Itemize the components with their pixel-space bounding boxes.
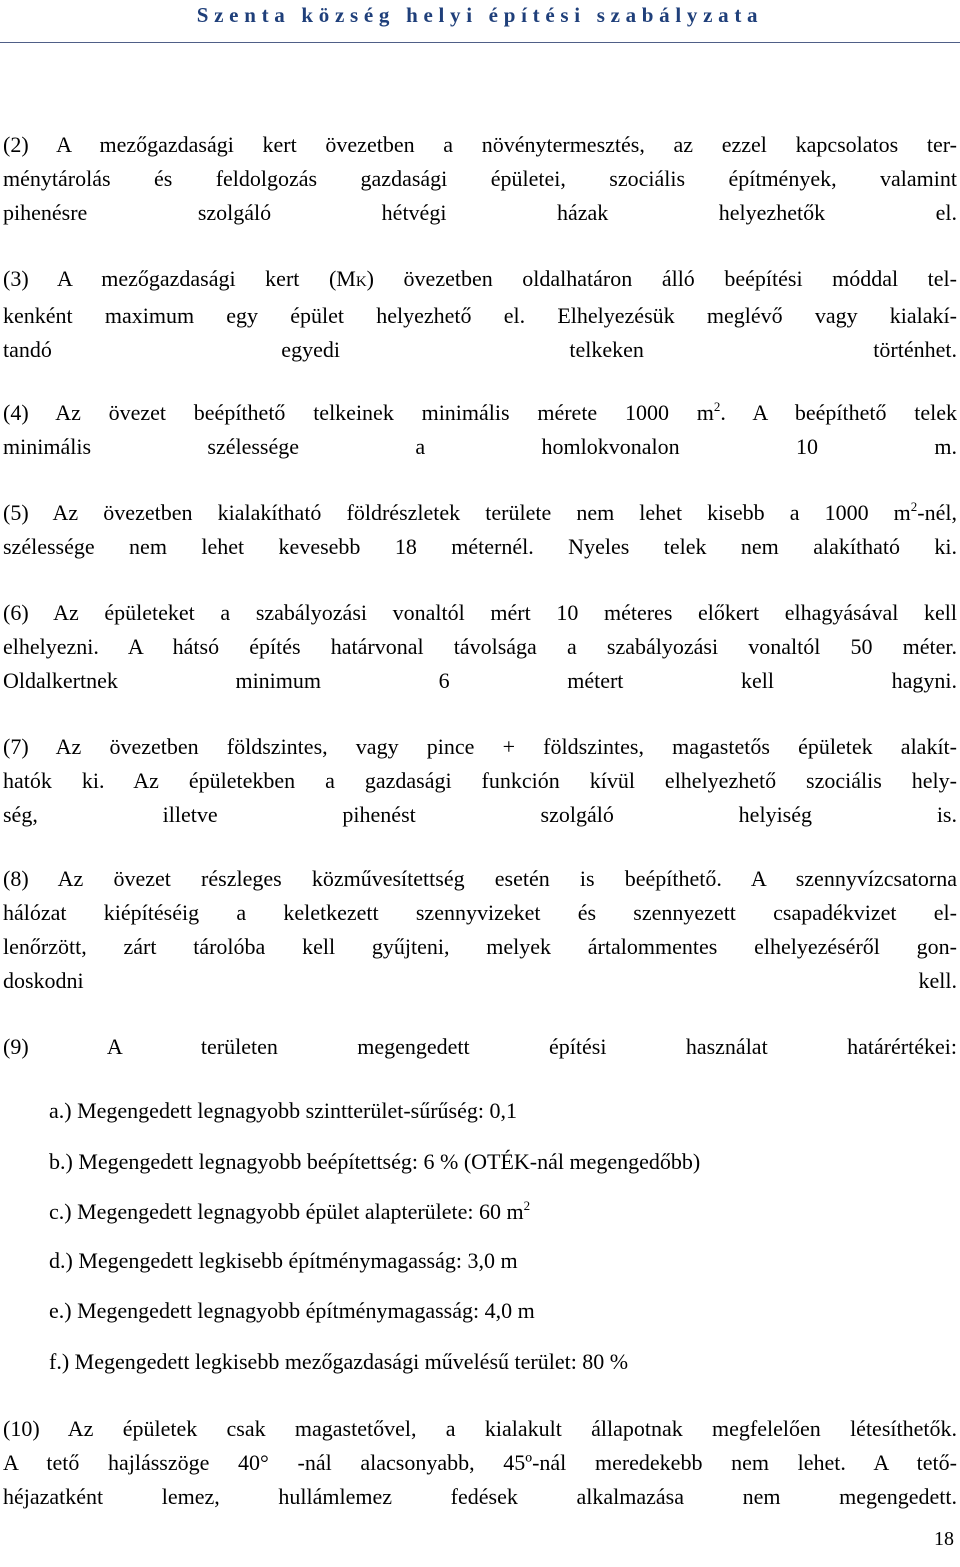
paragraph-line: (6) Az épületeket a szabályozási vonaltól mért 10 méteres előkert elhagyásával kell bbox=[3, 600, 957, 625]
paragraph-line: (10) Az épületek csak magastetővel, a kialakult állapotnak megfelelően létesíthetők. bbox=[3, 1416, 957, 1441]
paragraph-line: (2) A mezőgazdasági kert övezetben a növénytermesztés, az ezzel kapcsolatos ter- bbox=[3, 132, 957, 157]
paragraph-3 bbox=[3, 262, 957, 367]
paragraph-line: A tető hajlásszöge 40° -nál alacsonyabb, 45º-nál meredekebb nem lehet. A tető- bbox=[3, 1450, 957, 1475]
paragraph-line: héjazatként lemez, hullámlemez fedések alkalmazása nem megengedett. bbox=[3, 1484, 957, 1509]
limit-item-f: f.) Megengedett legkisebb mezőgazdasági művelésű terület: 80 % bbox=[49, 1349, 629, 1374]
subscript-k: K bbox=[355, 274, 367, 290]
header-title: Szenta község helyi építési szabályzata bbox=[196, 3, 764, 27]
paragraph-line: hálózat kiépítéséig a keletkezett szennyvizeket és szennyezett csapadékvizet el- bbox=[3, 900, 957, 925]
running-header bbox=[0, 0, 960, 42]
paragraph-line: pihenésre szolgáló hétvégi házak helyezhetők el. bbox=[3, 200, 957, 225]
paragraph-line: Oldalkertnek minimum 6 métert kell hagyni. bbox=[3, 668, 957, 693]
limit-item-e: e.) Megengedett legnagyobb építménymagasság: 4,0 m bbox=[49, 1298, 535, 1323]
paragraph-line: tandó egyedi telkeken történhet. bbox=[3, 337, 957, 362]
paragraph-line bbox=[3, 496, 957, 530]
header-divider bbox=[0, 42, 960, 43]
limit-item-b: b.) Megengedett legnagyobb beépítettség: 6 % (OTÉK-nál megengedőbb) bbox=[49, 1149, 701, 1174]
paragraph-4 bbox=[3, 396, 957, 464]
paragraph-line bbox=[3, 396, 957, 430]
limit-item-text: c.) Megengedett legnagyobb épület alapterülete: 60 m bbox=[49, 1199, 524, 1224]
paragraph-6 bbox=[3, 596, 957, 698]
paragraph-line: minimális szélessége a homlokvonalon 10 m. bbox=[3, 434, 957, 459]
paragraph-text: (5) Az övezetben kialakítható földrészletek területe nem lehet kisebb a 1000 m bbox=[3, 500, 911, 525]
paragraph-line: ménytárolás és feldolgozás gazdasági épületei, szociális építmények, valamint bbox=[3, 166, 957, 191]
paragraph-line: doskodni kell. bbox=[3, 968, 957, 993]
paragraph-line: ség, illetve pihenést szolgáló helyiség is. bbox=[3, 802, 957, 827]
superscript: 2 bbox=[713, 399, 721, 414]
paragraph-line: kenként maximum egy épület helyezhető el. Elhelyezésük meglévő vagy kialakí- bbox=[3, 303, 957, 328]
paragraph-line: hatók ki. Az épületekben a gazdasági funkción kívül elhelyezhető szociális hely- bbox=[3, 768, 957, 793]
limit-item-c bbox=[49, 1197, 530, 1227]
paragraph-line bbox=[3, 262, 957, 299]
limit-item-a: a.) Megengedett legnagyobb szintterület-sűrűség: 0,1 bbox=[49, 1098, 517, 1123]
paragraph-line: (7) Az övezetben földszintes, vagy pince + földszintes, magastetős épületek alakít- bbox=[3, 734, 957, 759]
paragraph-text: (4) Az övezet beépíthető telkeinek minimális mérete 1000 m bbox=[3, 400, 714, 425]
paragraph-line: (8) Az övezet részleges közművesítettség esetén is beépíthető. A szennyvízcsatorna bbox=[3, 866, 957, 891]
paragraph-line: elhelyezni. A hátsó építés határvonal távolsága a szabályozási vonaltól 50 méter. bbox=[3, 634, 957, 659]
paragraph-5 bbox=[3, 496, 957, 564]
paragraph-8 bbox=[3, 862, 957, 998]
page-number: 18 bbox=[934, 1528, 954, 1550]
paragraph-line: lenőrzött, zárt tárolóba kell gyűjteni, melyek ártalommentes elhelyezéséről gon- bbox=[3, 934, 957, 959]
superscript: 2 bbox=[910, 499, 918, 514]
paragraph-text: (3) A mezőgazdasági kert (M bbox=[3, 266, 356, 291]
paragraph-7 bbox=[3, 730, 957, 832]
paragraph-line: szélessége nem lehet kevesebb 18 méternél. Nyeles telek nem alakítható ki. bbox=[3, 534, 957, 559]
limit-item-d: d.) Megengedett legkisebb építménymagasság: 3,0 m bbox=[49, 1248, 518, 1273]
paragraph-2 bbox=[3, 128, 957, 230]
paragraph-line: (9) A területen megengedett építési használat határértékei: bbox=[3, 1034, 957, 1059]
superscript: 2 bbox=[523, 1198, 531, 1213]
paragraph-text: -nél, bbox=[917, 500, 957, 525]
paragraph-10 bbox=[3, 1412, 957, 1514]
paragraph-text: . A beépíthető telek bbox=[720, 400, 957, 425]
paragraph-text: ) övezetben oldalhatáron álló beépítési móddal tel- bbox=[366, 266, 957, 291]
paragraph-9 bbox=[3, 1030, 957, 1064]
